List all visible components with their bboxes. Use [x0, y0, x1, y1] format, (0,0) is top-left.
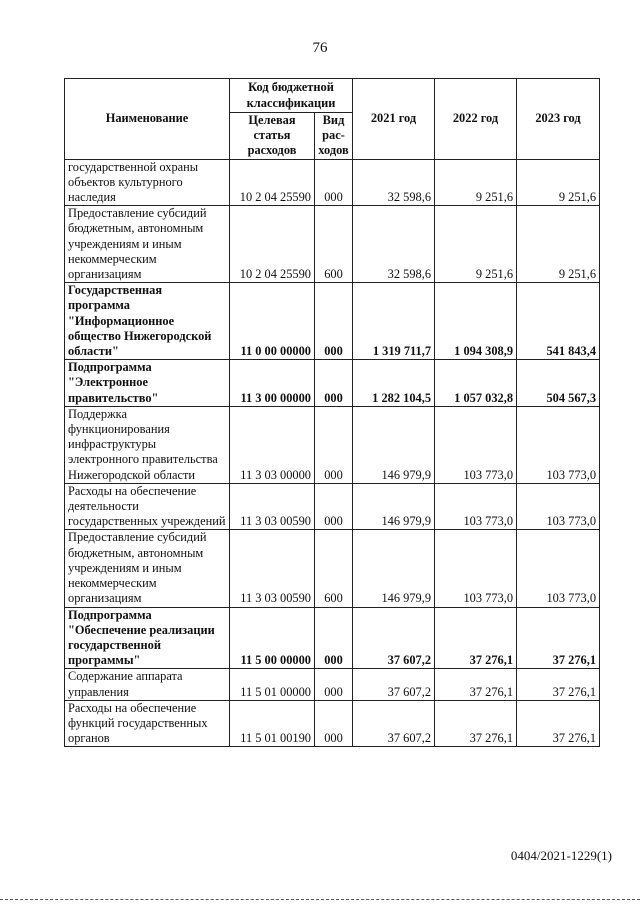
table-row — [65, 483, 600, 530]
row-2023-value: 37 276,1 — [517, 607, 600, 669]
row-expense-type-cell: 000 — [315, 406, 353, 483]
table-row — [65, 607, 600, 669]
row-code-cell: 10 2 04 25590 — [230, 206, 315, 283]
header-code-group: Код бюджетной классификации — [230, 79, 353, 113]
row-code-cell: 11 5 01 00000 — [230, 669, 315, 700]
row-2022-value: 103 773,0 — [435, 406, 517, 483]
row-2022-value: 1 094 308,9 — [435, 283, 517, 360]
row-2021-value: 1 282 104,5 — [353, 360, 435, 407]
row-code-cell: 10 2 04 25590 — [230, 159, 315, 206]
row-name-cell: Предоставление субсидий бюджетным, автономным учреждениям и иным некоммерческим организациям — [65, 206, 230, 283]
row-2021-value: 32 598,6 — [353, 159, 435, 206]
row-2023-value: 37 276,1 — [517, 700, 600, 747]
header-target-article: Целевая статья расходов — [230, 113, 315, 160]
row-expense-type-cell: 000 — [315, 483, 353, 530]
row-2021-value: 146 979,9 — [353, 483, 435, 530]
page-number: 76 — [312, 40, 328, 56]
row-expense-type-cell: 600 — [315, 530, 353, 607]
row-2023-value: 9 251,6 — [517, 206, 600, 283]
row-2023-value: 541 843,4 — [517, 283, 600, 360]
row-2021-value: 37 607,2 — [353, 700, 435, 747]
header-expense-type: Вид рас-ходов — [315, 113, 353, 160]
row-code-cell: 11 3 00 00000 — [230, 360, 315, 407]
row-2023-value: 37 276,1 — [517, 669, 600, 700]
table-row — [65, 206, 600, 283]
row-code-cell: 11 3 03 00590 — [230, 483, 315, 530]
table-row — [65, 159, 600, 206]
row-2023-value: 103 773,0 — [517, 530, 600, 607]
row-code-cell: 11 3 03 00000 — [230, 406, 315, 483]
row-name-cell: Государственная программа "Информационное общество Нижегородской области" — [65, 283, 230, 360]
table-row — [65, 530, 600, 607]
row-code-cell: 11 0 00 00000 — [230, 283, 315, 360]
row-name-cell: Поддержка функционирования инфраструктуры электронного правительства Нижегородской области — [65, 406, 230, 483]
row-code-cell: 11 5 01 00190 — [230, 700, 315, 747]
table-body — [65, 159, 600, 747]
row-name-cell: Подпрограмма "Электронное правительство" — [65, 360, 230, 407]
row-expense-type-cell: 000 — [315, 669, 353, 700]
budget-table — [64, 78, 600, 747]
header-year-2022: 2022 год — [435, 79, 517, 160]
row-2021-value: 146 979,9 — [353, 530, 435, 607]
row-code-cell: 11 3 03 00590 — [230, 530, 315, 607]
row-2021-value: 146 979,9 — [353, 406, 435, 483]
row-name-cell: Расходы на обеспечение функций государственных органов — [65, 700, 230, 747]
row-2022-value: 37 276,1 — [435, 669, 517, 700]
table-row — [65, 406, 600, 483]
row-2021-value: 32 598,6 — [353, 206, 435, 283]
table-row — [65, 360, 600, 407]
row-name-cell: Содержание аппарата управления — [65, 669, 230, 700]
row-2023-value: 103 773,0 — [517, 483, 600, 530]
document-code: 0404/2021-1229(1) — [510, 848, 612, 863]
row-expense-type-cell: 000 — [315, 159, 353, 206]
row-name-cell: Подпрограмма "Обеспечение реализации государственной программы" — [65, 607, 230, 669]
row-2023-value: 9 251,6 — [517, 159, 600, 206]
row-2022-value: 37 276,1 — [435, 607, 517, 669]
row-2022-value: 103 773,0 — [435, 483, 517, 530]
row-2022-value: 1 057 032,8 — [435, 360, 517, 407]
row-2022-value: 103 773,0 — [435, 530, 517, 607]
row-2023-value: 103 773,0 — [517, 406, 600, 483]
row-expense-type-cell: 000 — [315, 700, 353, 747]
header-year-2021: 2021 год — [353, 79, 435, 160]
bottom-divider — [0, 899, 640, 900]
row-name-cell: Расходы на обеспечение деятельности государственных учреждений — [65, 483, 230, 530]
row-2021-value: 37 607,2 — [353, 669, 435, 700]
table-row — [65, 283, 600, 360]
header-name: Наименование — [65, 79, 230, 160]
row-expense-type-cell: 000 — [315, 283, 353, 360]
header-year-2023: 2023 год — [517, 79, 600, 160]
row-2022-value: 37 276,1 — [435, 700, 517, 747]
table-row — [65, 700, 600, 747]
row-expense-type-cell: 600 — [315, 206, 353, 283]
row-2022-value: 9 251,6 — [435, 206, 517, 283]
row-code-cell: 11 5 00 00000 — [230, 607, 315, 669]
row-2021-value: 37 607,2 — [353, 607, 435, 669]
table-row — [65, 669, 600, 700]
row-2022-value: 9 251,6 — [435, 159, 517, 206]
row-2023-value: 504 567,3 — [517, 360, 600, 407]
row-name-cell: Предоставление субсидий бюджетным, автономным учреждениям и иным некоммерческим организациям — [65, 530, 230, 607]
row-2021-value: 1 319 711,7 — [353, 283, 435, 360]
row-name-cell: государственной охраны объектов культурного наследия — [65, 159, 230, 206]
row-expense-type-cell: 000 — [315, 607, 353, 669]
row-expense-type-cell: 000 — [315, 360, 353, 407]
